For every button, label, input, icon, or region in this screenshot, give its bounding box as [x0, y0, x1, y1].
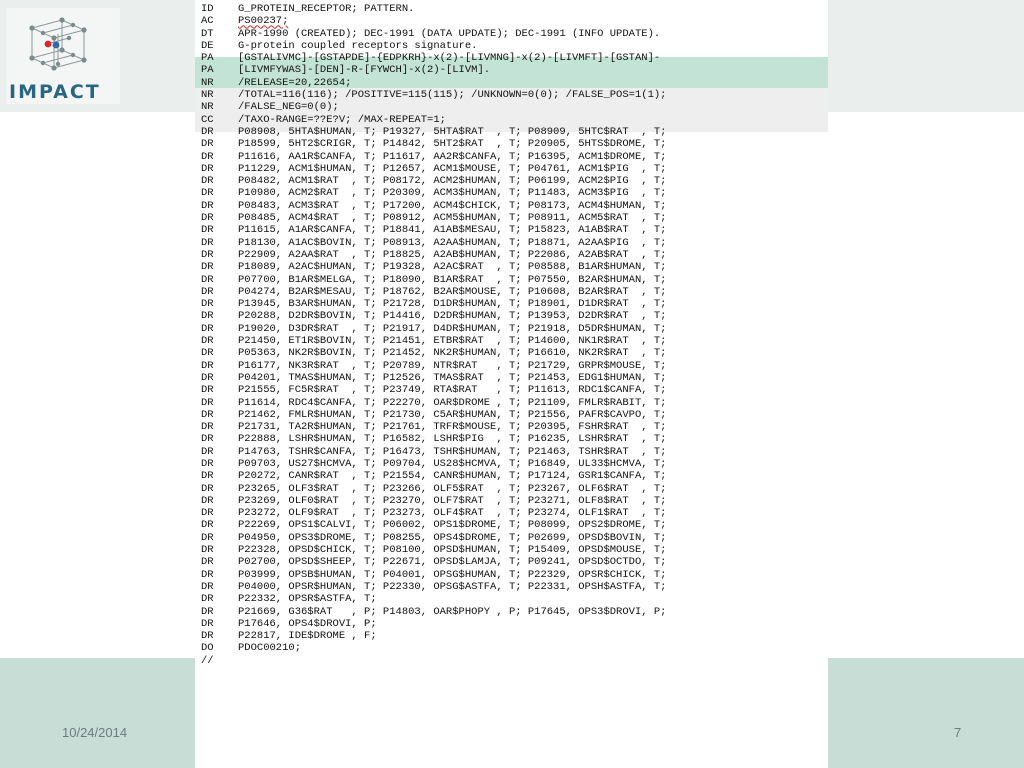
line-code: DR	[201, 457, 214, 470]
line-code: DR	[201, 630, 214, 643]
line-code: DR	[201, 212, 214, 225]
line-text: /RELEASE=20,22654;	[238, 76, 352, 89]
record-line	[201, 630, 666, 642]
line-text: G_PROTEIN_RECEPTOR; PATTERN.	[238, 3, 415, 15]
line-code: DE	[201, 39, 214, 52]
line-text: APR-1990 (CREATED); DEC-1991 (DATA UPDATE); DEC-1991 (INFO UPDATE).	[238, 27, 661, 40]
record-line	[201, 224, 666, 236]
line-code: DR	[201, 371, 214, 384]
line-code: //	[201, 654, 214, 667]
line-text: PDOC00210;	[238, 642, 302, 655]
record-line	[201, 360, 666, 372]
line-code: AC	[201, 15, 214, 28]
line-code: ID	[201, 3, 214, 15]
line-text: P20288, D2DR$BOVIN, T; P14416, D2DR$HUMAN, T; P13953, D2DR$RAT , T;	[238, 310, 667, 323]
line-text: P22888, LSHR$HUMAN, T; P16582, LSHR$PIG , T; P16235, LSHR$RAT , T;	[238, 433, 667, 446]
line-text: /FALSE_NEG=0(0);	[238, 101, 339, 114]
line-text: [LIVMFYWAS]-[DEN]-R-[FYWCH]-x(2)-[LIVM].	[238, 64, 491, 77]
record-line	[201, 237, 666, 249]
line-code: DR	[201, 150, 214, 163]
record-line	[201, 89, 666, 101]
record-line	[201, 544, 666, 556]
prosite-record	[195, 0, 828, 768]
line-text: P21731, TA2R$HUMAN, T; P21761, TRFR$MOUSE, T; P20395, FSHR$RAT , T;	[238, 421, 667, 434]
record-line	[201, 52, 666, 64]
line-text: P17646, OPS4$DROVI, P;	[238, 617, 377, 630]
record-line	[201, 249, 666, 261]
record-line	[201, 114, 666, 126]
record-line	[201, 384, 666, 396]
line-code: DR	[201, 175, 214, 188]
record-line	[201, 212, 666, 224]
line-text: P11614, RDC4$CANFA, T; P22270, OAR$DROME , T; P21109, FMLR$RABIT, T;	[238, 396, 667, 409]
line-code: DR	[201, 494, 214, 507]
record-line	[201, 28, 666, 40]
record-line	[201, 446, 666, 458]
line-code: NR	[201, 89, 214, 102]
line-text: P22328, OPSD$CHICK, T; P08100, OPSD$HUMAN, T; P15409, OPSD$MOUSE, T;	[238, 544, 667, 557]
line-code: DR	[201, 125, 214, 138]
line-code: DR	[201, 187, 214, 200]
line-text: P02700, OPSD$SHEEP, T; P22671, OPSD$LAMJA, T; P09241, OPSD$OCTDO, T;	[238, 556, 667, 569]
record-line	[201, 200, 666, 212]
line-code: DR	[201, 322, 214, 335]
record-line	[201, 163, 666, 175]
line-code: DR	[201, 519, 214, 532]
line-code: DT	[201, 27, 214, 40]
line-code: DR	[201, 507, 214, 520]
line-code: NR	[201, 101, 214, 114]
line-code: DR	[201, 335, 214, 348]
impact-logo	[6, 8, 120, 104]
record-line	[201, 409, 666, 421]
line-text: P11229, ACM1$HUMAN, T; P12657, ACM1$MOUSE, T; P04761, ACM1$PIG , T;	[238, 162, 667, 175]
line-text: P22909, A2AA$RAT , T; P18825, A2AB$HUMAN, T; P22086, A2AB$RAT , T;	[238, 248, 667, 261]
record-line	[201, 175, 666, 187]
line-code: DR	[201, 236, 214, 249]
line-code: DR	[201, 470, 214, 483]
line-code: DR	[201, 531, 214, 544]
page-number: 7	[954, 725, 962, 740]
line-text: P23265, OLF3$RAT , T; P23266, OLF5$RAT , T; P23267, OLF6$RAT , T;	[238, 482, 667, 495]
record-line	[201, 40, 666, 52]
line-text: P08482, ACM1$RAT , T; P08172, ACM2$HUMAN, T; P06199, ACM2$PIG , T;	[238, 175, 667, 188]
record-line	[201, 581, 666, 593]
molecule-cube-icon	[22, 14, 94, 74]
line-text: P08908, 5HTA$HUMAN, T; P19327, 5HTA$RAT , T; P08909, 5HTC$RAT , T;	[238, 125, 667, 138]
line-code: DR	[201, 298, 214, 311]
record-line	[201, 372, 666, 384]
line-text: P22332, OPSR$ASTFA, T;	[238, 593, 377, 606]
record-line	[201, 470, 666, 482]
line-text: P23269, OLF0$RAT , T; P23270, OLF7$RAT , T; P23271, OLF8$RAT , T;	[238, 494, 667, 507]
line-text: P23272, OLF9$RAT , T; P23273, OLF4$RAT , T; P23274, OLF1$RAT , T;	[238, 507, 667, 520]
line-text: P16177, NK3R$RAT , T; P20789, NTR$RAT , T; P21729, GRPR$MOUSE, T;	[238, 359, 667, 372]
line-code: DR	[201, 273, 214, 286]
line-text: P03999, OPSB$HUMAN, T; P04001, OPSG$HUMAN, T; P22329, OPSR$CHICK, T;	[238, 568, 667, 581]
line-code: DR	[201, 347, 214, 360]
record-line	[201, 274, 666, 286]
line-code: DR	[201, 421, 214, 434]
record-line	[201, 187, 666, 199]
line-text: /TOTAL=116(116); /POSITIVE=115(115); /UNKNOWN=0(0); /FALSE_POS=1(1);	[238, 89, 667, 102]
line-text: P21462, FMLR$HUMAN, T; P21730, C5AR$HUMAN, T; P21556, PAFR$CAVPO, T;	[238, 408, 667, 421]
record-line	[201, 64, 666, 76]
line-text: P13945, B3AR$HUMAN, T; P21728, D1DR$HUMAN, T; P18901, D1DR$RAT , T;	[238, 298, 667, 311]
line-code: DR	[201, 580, 214, 593]
line-code: DO	[201, 642, 214, 655]
line-text: P21669, G36$RAT , P; P14803, OAR$PHOPY , P; P17645, OPS3$DROVI, P;	[238, 605, 667, 618]
record-line	[201, 77, 666, 89]
line-text: /TAXO-RANGE=??E?V; /MAX-REPEAT=1;	[238, 113, 446, 126]
line-text: P22817, IDE$DROME , F;	[238, 630, 377, 643]
line-text: P22269, OPS1$CALVI, T; P06002, OPS1$DROME, T; P08099, OPS2$DROME, T;	[238, 519, 667, 532]
line-text: P04950, OPS3$DROME, T; P08255, OPS4$DROME, T; P02699, OPSD$BOVIN, T;	[238, 531, 667, 544]
record-line	[201, 347, 666, 359]
line-code: PA	[201, 52, 214, 65]
line-text: [GSTALIVMC]-[GSTAPDE]-{EDPKRH}-x(2)-[LIVMNG]-x(2)-[LIVMFT]-[GSTAN]-	[238, 52, 661, 65]
record-lines	[201, 3, 666, 667]
line-code: DR	[201, 593, 214, 606]
line-code: DR	[201, 248, 214, 261]
line-text: P18089, A2AC$HUMAN, T; P19328, A2AC$RAT , T; P08588, B1AR$HUMAN, T;	[238, 261, 667, 274]
line-code: DR	[201, 544, 214, 557]
record-line	[201, 3, 666, 15]
record-line	[201, 15, 666, 27]
line-text: P11615, A1AR$CANFA, T; P18841, A1AB$MESAU, T; P15823, A1AB$RAT , T;	[238, 224, 667, 237]
line-code: DR	[201, 445, 214, 458]
line-code: NR	[201, 76, 214, 89]
logo-text: IMPACT	[9, 81, 101, 103]
record-line	[201, 642, 666, 654]
line-text: P21450, ET1R$BOVIN, T; P21451, ETBR$RAT , T; P14600, NK1R$RAT , T;	[238, 335, 667, 348]
line-text: P08483, ACM3$RAT , T; P17200, ACM4$CHICK, T; P08173, ACM4$HUMAN, T;	[238, 199, 667, 212]
record-line	[201, 606, 666, 618]
record-line	[201, 397, 666, 409]
line-code: DR	[201, 396, 214, 409]
record-line	[201, 507, 666, 519]
line-text: P04201, TMAS$HUMAN, T; P12526, TMAS$RAT , T; P21453, EDG1$HUMAN, T;	[238, 371, 667, 384]
record-line	[201, 593, 666, 605]
record-line	[201, 483, 666, 495]
record-line	[201, 458, 666, 470]
record-line	[201, 126, 666, 138]
line-code: DR	[201, 162, 214, 175]
line-code: PA	[201, 64, 214, 77]
footer-date: 10/24/2014	[62, 725, 128, 740]
line-code: DR	[201, 482, 214, 495]
record-line	[201, 261, 666, 273]
line-text: P11616, AA1R$CANFA, T; P11617, AA2R$CANFA, T; P16395, ACM1$DROME, T;	[238, 150, 667, 163]
record-line	[201, 286, 666, 298]
line-text: P08485, ACM4$RAT , T; P08912, ACM5$HUMAN, T; P08911, ACM5$RAT , T;	[238, 212, 667, 225]
record-line	[201, 569, 666, 581]
line-code: DR	[201, 138, 214, 151]
line-text: P20272, CANR$RAT , T; P21554, CANR$HUMAN, T; P17124, GSR1$CANFA, T;	[238, 470, 667, 483]
record-line	[201, 101, 666, 113]
line-code: DR	[201, 359, 214, 372]
record-line	[201, 138, 666, 150]
record-line	[201, 556, 666, 568]
line-text: P14763, TSHR$CANFA, T; P16473, TSHR$HUMAN, T; P21463, TSHR$RAT , T;	[238, 445, 667, 458]
record-line	[201, 655, 666, 667]
record-line	[201, 335, 666, 347]
line-text: P21555, FC5R$RAT , T; P23749, RTA$RAT , T; P11613, RDC1$CANFA, T;	[238, 384, 667, 397]
line-text: P04000, OPSR$HUMAN, T; P22330, OPSG$ASTFA, T; P22331, OPSH$ASTFA, T;	[238, 580, 667, 593]
record-line	[201, 495, 666, 507]
line-code: DR	[201, 384, 214, 397]
line-text: P04274, B2AR$MESAU, T; P18762, B2AR$MOUSE, T; P10608, B2AR$RAT , T;	[238, 285, 667, 298]
line-code: CC	[201, 113, 214, 126]
record-line	[201, 151, 666, 163]
record-line	[201, 618, 666, 630]
record-line	[201, 532, 666, 544]
line-text: P18599, 5HT2$CRIGR, T; P14842, 5HT2$RAT , T; P20905, 5HTS$DROME, T;	[238, 138, 667, 151]
line-text: G-protein coupled receptors signature.	[238, 39, 478, 52]
line-code: DR	[201, 199, 214, 212]
line-text: PS00237;	[238, 15, 289, 28]
record-line	[201, 421, 666, 433]
line-text: P10980, ACM2$RAT , T; P20309, ACM3$HUMAN, T; P11483, ACM3$PIG , T;	[238, 187, 667, 200]
record-line	[201, 298, 666, 310]
line-text: P05363, NK2R$BOVIN, T; P21452, NK2R$HUMAN, T; P16610, NK2R$RAT , T;	[238, 347, 667, 360]
line-code: DR	[201, 617, 214, 630]
record-line	[201, 433, 666, 445]
line-code: DR	[201, 433, 214, 446]
line-text: P07700, B1AR$MELGA, T; P18090, B1AR$RAT , T; P07550, B2AR$HUMAN, T;	[238, 273, 667, 286]
line-code: DR	[201, 568, 214, 581]
line-code: DR	[201, 605, 214, 618]
line-text: P18130, A1AC$BOVIN, T; P08913, A2AA$HUMAN, T; P18871, A2AA$PIG , T;	[238, 236, 667, 249]
line-code: DR	[201, 310, 214, 323]
record-line	[201, 519, 666, 531]
line-code: DR	[201, 285, 214, 298]
line-code: DR	[201, 408, 214, 421]
line-code: DR	[201, 556, 214, 569]
record-line	[201, 323, 666, 335]
line-code: DR	[201, 261, 214, 274]
record-line	[201, 310, 666, 322]
line-text: P09703, US27$HCMVA, T; P09704, US28$HCMVA, T; P16849, UL33$HCMVA, T;	[238, 457, 667, 470]
line-code: DR	[201, 224, 214, 237]
line-text: P19020, D3DR$RAT , T; P21917, D4DR$HUMAN, T; P21918, D5DR$HUMAN, T;	[238, 322, 667, 335]
